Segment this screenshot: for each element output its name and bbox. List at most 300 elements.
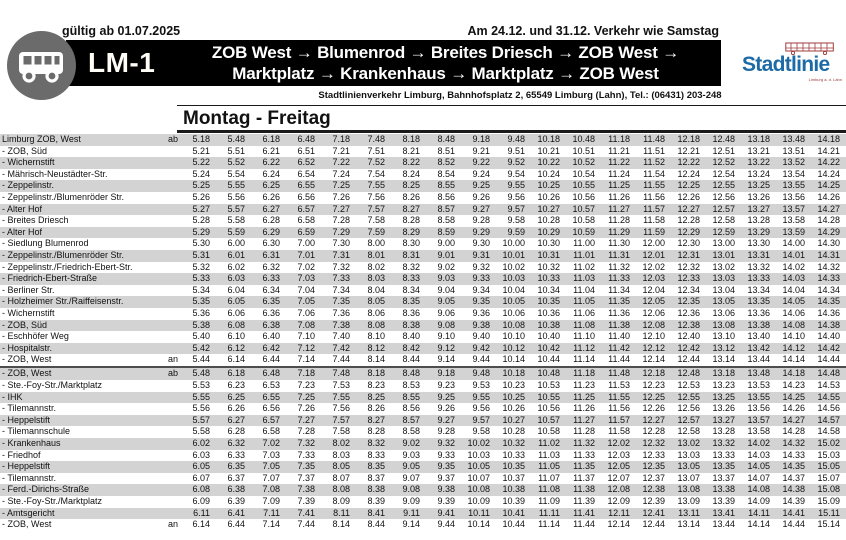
- time-cell: 13.06: [712, 307, 735, 318]
- timetable-row: [0, 403, 846, 415]
- time-cell: 8.12: [367, 342, 385, 353]
- time-cell: 11.56: [643, 191, 665, 202]
- time-cell: 9.28: [437, 426, 455, 437]
- time-cell: 7.10: [297, 331, 315, 342]
- time-cell: 13.48: [782, 134, 805, 144]
- time-cell: 8.27: [367, 414, 385, 425]
- time-cell: 6.41: [227, 507, 245, 518]
- stop-name: - ZOB, West: [2, 519, 52, 530]
- time-cell: 13.21: [747, 145, 770, 156]
- stop-name: - Heppelstift: [2, 461, 51, 472]
- time-cell: 14.58: [817, 426, 840, 437]
- line-number: LM-1: [88, 47, 156, 78]
- time-cell: 6.00: [227, 238, 245, 249]
- time-cell: 15.14: [817, 519, 840, 530]
- time-cell: 12.48: [712, 134, 735, 144]
- time-cell: 10.34: [537, 284, 560, 295]
- time-cell: 7.57: [367, 203, 385, 214]
- time-cell: 8.06: [367, 307, 385, 318]
- route-line-2: Marktplatz → Krankenhaus → Marktplatz → ZOB West: [232, 64, 659, 83]
- time-cell: 11.24: [608, 168, 630, 179]
- timetable-row: [0, 320, 846, 332]
- time-cell: 9.05: [437, 296, 455, 307]
- time-cell: 5.36: [192, 307, 210, 318]
- time-cell: 5.51: [227, 145, 245, 156]
- time-cell: 7.28: [332, 215, 350, 226]
- time-cell: 13.44: [712, 519, 735, 530]
- time-cell: 7.55: [367, 180, 385, 191]
- time-cell: 6.57: [262, 414, 280, 425]
- time-cell: 14.35: [817, 296, 840, 307]
- time-cell: 12.14: [642, 354, 665, 365]
- time-cell: 11.59: [643, 226, 665, 237]
- time-cell: 5.21: [192, 145, 210, 156]
- time-cell: 5.33: [192, 273, 210, 284]
- time-cell: 8.05: [332, 461, 350, 472]
- time-cell: 8.39: [367, 496, 385, 506]
- time-cell: 13.35: [747, 296, 770, 307]
- time-cell: 14.28: [782, 426, 805, 437]
- time-cell: 12.26: [677, 191, 700, 202]
- time-cell: 8.32: [402, 261, 420, 272]
- time-cell: 7.54: [367, 168, 385, 179]
- timetable-row: [0, 473, 846, 485]
- stop-name: - ZOB, Süd: [2, 319, 48, 330]
- time-cell: 14.40: [817, 331, 840, 342]
- time-cell: 5.29: [192, 226, 210, 237]
- time-cell: 9.37: [437, 472, 455, 483]
- time-cell: 15.05: [817, 461, 840, 472]
- time-cell: 7.12: [297, 342, 315, 353]
- time-cell: 10.35: [502, 461, 525, 472]
- time-cell: 9.48: [507, 134, 525, 144]
- time-cell: 11.52: [643, 157, 665, 168]
- time-cell: 10.38: [502, 484, 525, 495]
- time-cell: 11.44: [573, 519, 595, 530]
- day-heading: Montag - Freitag: [183, 108, 331, 129]
- time-cell: 7.02: [297, 261, 315, 272]
- time-cell: 10.55: [537, 391, 560, 402]
- time-cell: 15.02: [817, 438, 840, 449]
- time-cell: 14.11: [748, 507, 770, 518]
- time-cell: 12.26: [642, 403, 665, 414]
- time-cell: 6.02: [227, 261, 245, 272]
- time-cell: 14.06: [782, 307, 805, 318]
- time-cell: 6.02: [192, 438, 210, 449]
- time-cell: 14.48: [817, 368, 840, 379]
- stop-name: - IHK: [2, 391, 23, 402]
- time-cell: 6.48: [297, 134, 315, 144]
- time-cell: 9.33: [437, 449, 455, 460]
- time-cell: 11.39: [573, 496, 595, 506]
- route-line-1: ZOB West → Blumenrod → Breites Driesch → ZOB West →: [211, 42, 680, 62]
- time-cell: 11.31: [608, 249, 630, 260]
- time-cell: 14.10: [782, 331, 805, 342]
- time-cell: 10.29: [537, 226, 560, 237]
- stop-name: - Tilemannstr.: [2, 472, 57, 483]
- time-cell: 10.08: [502, 319, 525, 330]
- time-cell: 6.39: [227, 496, 245, 506]
- time-cell: 12.03: [642, 273, 665, 284]
- time-cell: 11.05: [573, 296, 595, 307]
- time-cell: 12.41: [642, 507, 665, 518]
- time-cell: 12.10: [642, 331, 665, 342]
- time-cell: 9.25: [437, 391, 455, 402]
- time-cell: 13.26: [712, 403, 735, 414]
- timetable-row: [0, 415, 846, 427]
- time-cell: 7.38: [332, 319, 350, 330]
- time-cell: 11.35: [573, 461, 595, 472]
- time-cell: 10.44: [537, 354, 560, 365]
- time-cell: 6.56: [262, 403, 280, 414]
- time-cell: 11.26: [573, 403, 595, 414]
- time-cell: 6.58: [262, 426, 280, 437]
- time-cell: 14.28: [817, 215, 840, 226]
- time-cell: 11.08: [573, 319, 595, 330]
- time-cell: 9.02: [437, 261, 455, 272]
- time-cell: 5.26: [192, 191, 210, 202]
- time-cell: 12.44: [642, 519, 665, 530]
- time-cell: 6.31: [262, 249, 280, 260]
- stop-name: - Tilemannschule: [2, 426, 71, 437]
- time-cell: 9.58: [472, 426, 490, 437]
- time-cell: 15.08: [817, 484, 840, 495]
- time-cell: 9.36: [472, 307, 490, 318]
- time-cell: 10.57: [537, 414, 560, 425]
- time-cell: 9.28: [472, 215, 490, 226]
- time-cell: 9.27: [437, 414, 455, 425]
- time-cell: 11.48: [608, 368, 630, 379]
- time-cell: 12.03: [607, 449, 630, 460]
- time-cell: 6.32: [227, 438, 245, 449]
- time-cell: 11.35: [608, 296, 630, 307]
- time-cell: 14.07: [747, 472, 770, 483]
- timetable-row: [0, 508, 846, 520]
- time-cell: 8.08: [367, 319, 385, 330]
- time-cell: 12.28: [642, 426, 665, 437]
- time-cell: 13.31: [747, 249, 770, 260]
- time-cell: 14.14: [747, 519, 770, 530]
- time-cell: 13.33: [747, 273, 770, 284]
- time-cell: 13.56: [747, 403, 770, 414]
- time-cell: 5.38: [192, 319, 210, 330]
- divider-top: [177, 105, 846, 106]
- time-cell: 7.33: [332, 273, 350, 284]
- timetable-row: [0, 227, 846, 239]
- time-cell: 12.53: [677, 380, 700, 391]
- time-cell: 8.55: [402, 391, 420, 402]
- time-cell: 9.27: [472, 203, 490, 214]
- time-cell: 9.53: [472, 380, 490, 391]
- stop-name: - Ste.-Foy-Str./Marktplatz: [2, 380, 103, 391]
- time-cell: 12.38: [677, 319, 700, 330]
- time-cell: 10.28: [502, 426, 525, 437]
- time-cell: 9.56: [507, 191, 525, 202]
- time-cell: 8.27: [402, 203, 420, 214]
- time-cell: 12.40: [677, 331, 700, 342]
- time-cell: 8.07: [332, 472, 350, 483]
- time-cell: 14.03: [782, 273, 805, 284]
- time-cell: 9.01: [437, 249, 455, 260]
- time-cell: 12.05: [607, 461, 630, 472]
- stop-name: - Mährisch-Neustädter-Str.: [2, 168, 108, 179]
- time-cell: 11.58: [643, 215, 665, 226]
- time-cell: 14.32: [817, 261, 840, 272]
- time-cell: 11.40: [608, 331, 630, 342]
- time-cell: 10.56: [572, 191, 595, 202]
- time-cell: 9.18: [472, 134, 490, 144]
- time-cell: 7.58: [332, 426, 350, 437]
- time-cell: 9.39: [437, 496, 455, 506]
- time-cell: 9.26: [472, 191, 490, 202]
- time-cell: 6.06: [227, 307, 245, 318]
- time-cell: 5.44: [192, 354, 210, 365]
- time-cell: 8.32: [367, 438, 385, 449]
- time-cell: 9.57: [507, 203, 525, 214]
- time-cell: 9.18: [437, 368, 455, 379]
- time-cell: 10.03: [502, 273, 525, 284]
- time-cell: 10.33: [502, 449, 525, 460]
- time-cell: 9.12: [437, 342, 455, 353]
- time-cell: 10.05: [502, 296, 525, 307]
- time-cell: 9.31: [472, 249, 490, 260]
- time-cell: 7.08: [262, 484, 280, 495]
- timetable-row: [0, 238, 846, 250]
- time-cell: 11.55: [608, 391, 630, 402]
- time-cell: 10.44: [502, 519, 525, 530]
- time-cell: 14.57: [817, 414, 840, 425]
- time-cell: 8.37: [367, 472, 385, 483]
- time-cell: 9.42: [472, 342, 490, 353]
- time-cell: 12.32: [677, 261, 700, 272]
- time-cell: 13.12: [712, 342, 735, 353]
- time-cell: 9.25: [472, 180, 490, 191]
- time-cell: 12.58: [677, 426, 700, 437]
- time-cell: 13.51: [782, 145, 805, 156]
- time-cell: 8.33: [402, 273, 420, 284]
- time-cell: 13.26: [747, 191, 770, 202]
- time-cell: 12.23: [642, 380, 665, 391]
- time-cell: 13.38: [712, 484, 735, 495]
- time-cell: 6.35: [227, 461, 245, 472]
- time-cell: 13.58: [747, 426, 770, 437]
- time-cell: 5.53: [192, 380, 210, 391]
- time-cell: 12.02: [607, 438, 630, 449]
- time-cell: 8.18: [402, 134, 420, 144]
- time-cell: 10.59: [572, 226, 595, 237]
- time-cell: 8.23: [367, 380, 385, 391]
- time-cell: 11.23: [573, 380, 595, 391]
- bus-pictogram-icon: [16, 44, 66, 88]
- stop-name: Limburg ZOB, West: [2, 134, 81, 144]
- stop-name: - ZOB, West: [2, 354, 52, 365]
- time-cell: 13.05: [677, 461, 700, 472]
- time-cell: 12.56: [712, 191, 735, 202]
- time-cell: 11.58: [608, 426, 630, 437]
- time-cell: 9.26: [437, 403, 455, 414]
- time-cell: 10.26: [502, 403, 525, 414]
- time-cell: 6.05: [227, 296, 245, 307]
- time-cell: 11.33: [608, 273, 630, 284]
- time-cell: 12.51: [712, 145, 735, 156]
- time-cell: 14.36: [817, 307, 840, 318]
- time-cell: 12.30: [677, 238, 700, 249]
- time-cell: 11.12: [573, 342, 595, 353]
- time-cell: 6.51: [297, 145, 315, 156]
- time-cell: 13.48: [747, 368, 770, 379]
- time-cell: 6.34: [262, 284, 280, 295]
- time-cell: 6.40: [262, 331, 280, 342]
- time-cell: 9.38: [437, 484, 455, 495]
- time-cell: 8.31: [402, 249, 420, 260]
- time-cell: 13.18: [747, 134, 770, 144]
- time-cell: 12.08: [642, 319, 665, 330]
- time-cell: 9.56: [472, 403, 490, 414]
- time-cell: 10.55: [572, 180, 595, 191]
- time-cell: 10.09: [467, 496, 490, 506]
- time-cell: 8.56: [437, 191, 455, 202]
- stop-name: - Ferd.-Dirichs-Straße: [2, 484, 90, 495]
- time-cell: 14.38: [817, 319, 840, 330]
- operator-address: Stadtlinienverkehr Limburg, Bahnhofsplatz 2, 65549 Limburg (Lahn), Tel.: (06431) 203-248: [318, 90, 722, 101]
- time-cell: 13.28: [747, 215, 770, 226]
- time-cell: 13.00: [712, 238, 735, 249]
- time-cell: 6.26: [227, 403, 245, 414]
- time-cell: 13.32: [712, 438, 735, 449]
- time-cell: 6.11: [193, 507, 210, 518]
- time-cell: 12.06: [642, 307, 665, 318]
- time-cell: 8.35: [367, 461, 385, 472]
- time-cell: 7.07: [262, 472, 280, 483]
- time-cell: 10.21: [537, 145, 560, 156]
- time-cell: 7.00: [297, 238, 315, 249]
- time-cell: 10.14: [502, 354, 525, 365]
- time-cell: 8.40: [402, 331, 420, 342]
- time-cell: 6.33: [262, 273, 280, 284]
- time-cell: 6.01: [227, 249, 245, 260]
- time-cell: 12.42: [677, 342, 700, 353]
- time-cell: 6.04: [227, 284, 245, 295]
- time-cell: 8.41: [367, 507, 385, 518]
- stop-name: - Hospitalstr.: [2, 342, 53, 353]
- time-cell: 12.22: [677, 157, 700, 168]
- time-cell: 14.27: [782, 414, 805, 425]
- time-cell: 5.55: [192, 391, 210, 402]
- timetable-row: [0, 392, 846, 404]
- time-cell: 13.02: [712, 261, 735, 272]
- time-cell: 7.35: [297, 461, 315, 472]
- time-cell: 12.18: [677, 134, 700, 144]
- logo-subtext: Limburg a. d. Lahn: [808, 77, 842, 82]
- time-cell: 7.59: [367, 226, 385, 237]
- time-cell: 10.48: [537, 368, 560, 379]
- time-cell: 13.27: [712, 414, 735, 425]
- time-cell: 11.26: [608, 191, 630, 202]
- time-cell: 14.02: [747, 438, 770, 449]
- time-cell: 8.58: [437, 215, 455, 226]
- time-cell: 13.53: [747, 380, 770, 391]
- time-cell: 6.53: [262, 380, 280, 391]
- time-cell: 10.38: [537, 319, 560, 330]
- time-cell: 9.11: [403, 507, 420, 518]
- time-cell: 9.51: [507, 145, 525, 156]
- time-cell: 12.59: [712, 226, 735, 237]
- time-cell: 10.04: [502, 284, 525, 295]
- time-cell: 7.42: [332, 342, 350, 353]
- time-cell: 10.31: [537, 249, 560, 260]
- time-cell: 7.39: [297, 496, 315, 506]
- stop-name: - Zeppelinstr./Blumenröder Str.: [2, 249, 125, 260]
- time-cell: 12.35: [642, 461, 665, 472]
- time-cell: 6.52: [297, 157, 315, 168]
- time-cell: 9.57: [472, 414, 490, 425]
- time-cell: 14.42: [817, 342, 840, 353]
- stop-name: - Krankenhaus: [2, 438, 61, 449]
- time-cell: 13.09: [677, 496, 700, 506]
- time-cell: 13.39: [712, 496, 735, 506]
- time-cell: 13.22: [747, 157, 770, 168]
- time-cell: 11.10: [573, 331, 595, 342]
- time-cell: 9.08: [402, 484, 420, 495]
- time-cell: 9.55: [507, 180, 525, 191]
- time-cell: 5.58: [227, 215, 245, 226]
- time-cell: 7.29: [332, 226, 350, 237]
- time-cell: 12.33: [642, 449, 665, 460]
- timetable-row: [0, 180, 846, 192]
- time-cell: 8.04: [367, 284, 385, 295]
- time-cell: 8.09: [332, 496, 350, 506]
- time-cell: 11.44: [608, 354, 630, 365]
- timetable-row: [0, 426, 846, 438]
- time-cell: 12.57: [712, 203, 735, 214]
- time-cell: 8.01: [367, 249, 385, 260]
- time-cell: 12.12: [642, 342, 665, 353]
- time-cell: 10.06: [502, 307, 525, 318]
- time-cell: 6.55: [262, 391, 280, 402]
- time-cell: 7.02: [262, 438, 280, 449]
- time-cell: 7.35: [332, 296, 350, 307]
- time-cell: 6.35: [262, 296, 280, 307]
- time-cell: 6.03: [227, 273, 245, 284]
- time-cell: 12.08: [607, 484, 630, 495]
- time-cell: 13.54: [782, 168, 805, 179]
- timetable-row: [0, 380, 846, 392]
- time-cell: 6.27: [262, 203, 280, 214]
- time-cell: 7.28: [297, 426, 315, 437]
- stop-name: - ZOB, Süd: [2, 145, 48, 156]
- time-cell: 12.31: [677, 249, 700, 260]
- time-cell: 14.27: [817, 203, 840, 214]
- time-cell: 8.58: [402, 426, 420, 437]
- time-cell: 10.27: [537, 203, 560, 214]
- time-cell: 10.30: [537, 238, 560, 249]
- time-cell: 14.32: [782, 438, 805, 449]
- time-cell: 9.14: [437, 354, 455, 365]
- time-cell: 7.04: [297, 284, 315, 295]
- time-cell: 10.52: [572, 157, 595, 168]
- time-cell: 9.38: [472, 319, 490, 330]
- stop-name: - Alter Hof: [2, 203, 43, 214]
- time-cell: 7.32: [332, 261, 350, 272]
- time-cell: 11.07: [538, 472, 560, 483]
- time-cell: 10.27: [502, 414, 525, 425]
- time-cell: 12.21: [677, 145, 700, 156]
- time-cell: 14.02: [782, 261, 805, 272]
- timetable-row: [0, 296, 846, 308]
- time-cell: 14.25: [782, 391, 805, 402]
- time-cell: 8.28: [367, 426, 385, 437]
- time-cell: 11.54: [643, 168, 665, 179]
